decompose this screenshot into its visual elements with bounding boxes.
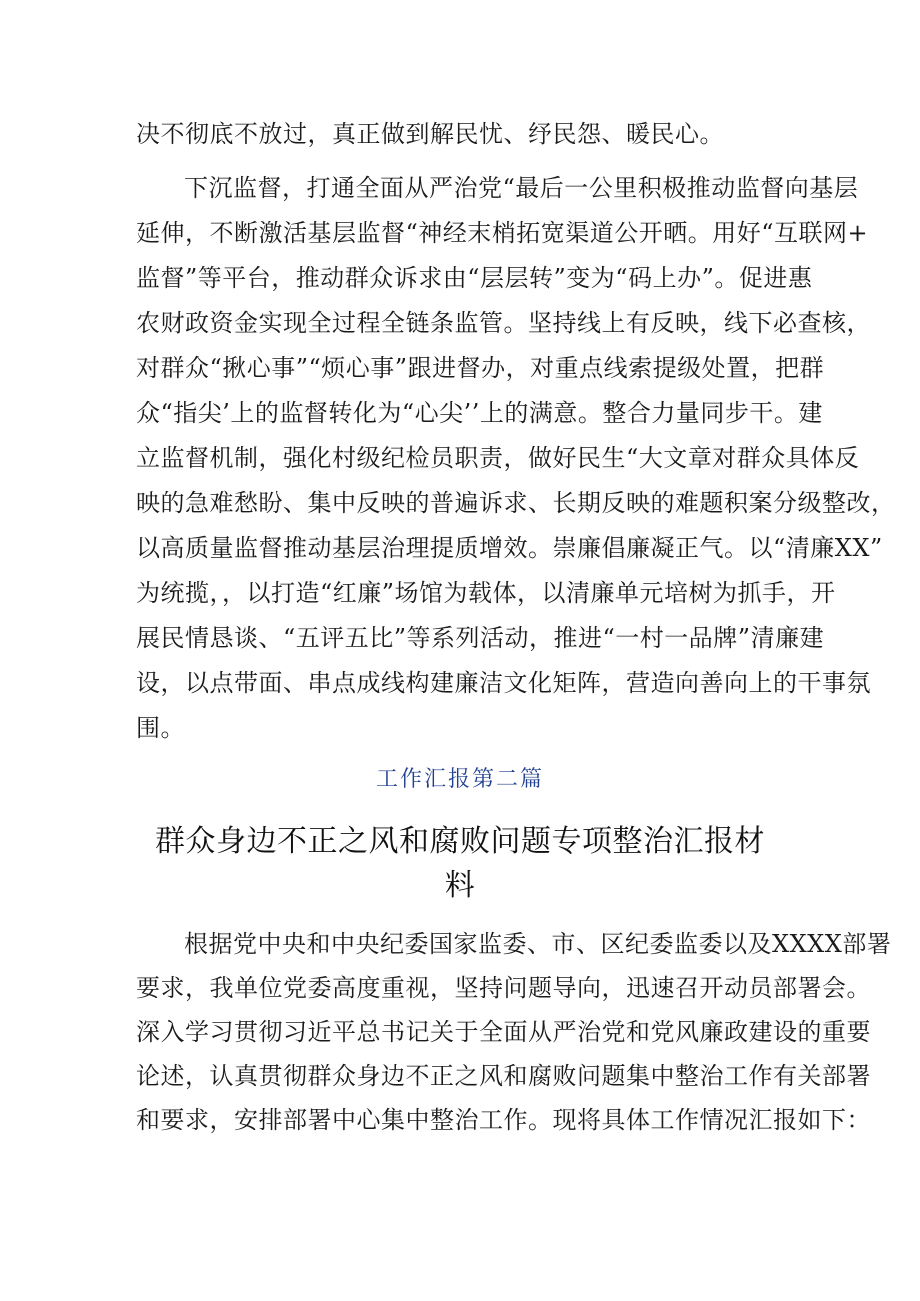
paragraph-2-line: 展民情恳谈、“五评五比”等系列活动，推进“一村一品牌”清廉建 (136, 624, 825, 652)
paragraph-2-line: 农财政资金实现全过程全链条监管。坚持线上有反映，线下必查核， (136, 309, 871, 337)
paragraph-3-line: 论述，认真贯彻群众身边不正之风和腐败问题集中整治工作有关部署 (136, 1062, 871, 1090)
paragraph-2-line: 延伸，不断激活基层监督“神经末梢拓宽渠道公开晒。用好“互联网+ (136, 219, 869, 247)
paragraph-1-line: 决不彻底不放过，真正做到解民忧、纾民怨、暖民心。 (136, 120, 724, 148)
paragraph-3-line: 深入学习贯彻习近平总书记关于全面从严治党和党风廉政建设的重要 (136, 1018, 871, 1046)
paragraph-2-line: 众“指尖’上的监督转化为“心尖’’上的满意。整合力量同步干。建 (136, 399, 823, 427)
paragraph-2-line: 对群众“揪心事”“烦心事”跟进督办，对重点线索提级处置，把群 (136, 354, 825, 382)
title-line-1: 群众身边不正之风和腐败问题专项整治汇报材 (155, 824, 765, 859)
paragraph-2-line: 围。 (136, 714, 185, 742)
paragraph-3-line: 和要求，安排部署中心集中整治工作。现将具体工作情况汇报如下： (136, 1106, 871, 1134)
paragraph-2-line: 设，以点带面、串点成线构建廉洁文化矩阵，营造向善向上的干事氛 (136, 669, 871, 697)
paragraph-3-line: 要求，我单位党委高度重视，坚持问题导向，迅速召开动员部署会。 (136, 974, 871, 1002)
paragraph-2-line: 立监督机制，强化村级纪检员职责，做好民生“大文章对群众具体反 (136, 444, 860, 472)
paragraph-2-line: 下沉监督，打通全面从严治党“最后一公里积极推动监督向基层 (184, 174, 859, 202)
title-line-2: 料 (444, 868, 476, 903)
section-label: 工作汇报第二篇 (375, 767, 544, 792)
paragraph-2-line: 为统揽，，以打造“红廉”场馆为载体，以清廉单元培树为抓手，开 (136, 579, 836, 607)
paragraph-2-line: 监督”等平台，推动群众诉求由“层层转”变为“码上办”。促进惠 (136, 264, 813, 292)
paragraph-3-line: 根据党中央和中央纪委国家监委、市、区纪委监委以及XXXX部署 (184, 930, 892, 958)
paragraph-2-line: 以高质量监督推动基层治理提质增效。崇廉倡廉凝正气。以“清廉XX” (136, 534, 883, 562)
paragraph-2-line: 映的急难愁盼、集中反映的普遍诉求、长期反映的难题积案分级整改， (136, 489, 896, 517)
